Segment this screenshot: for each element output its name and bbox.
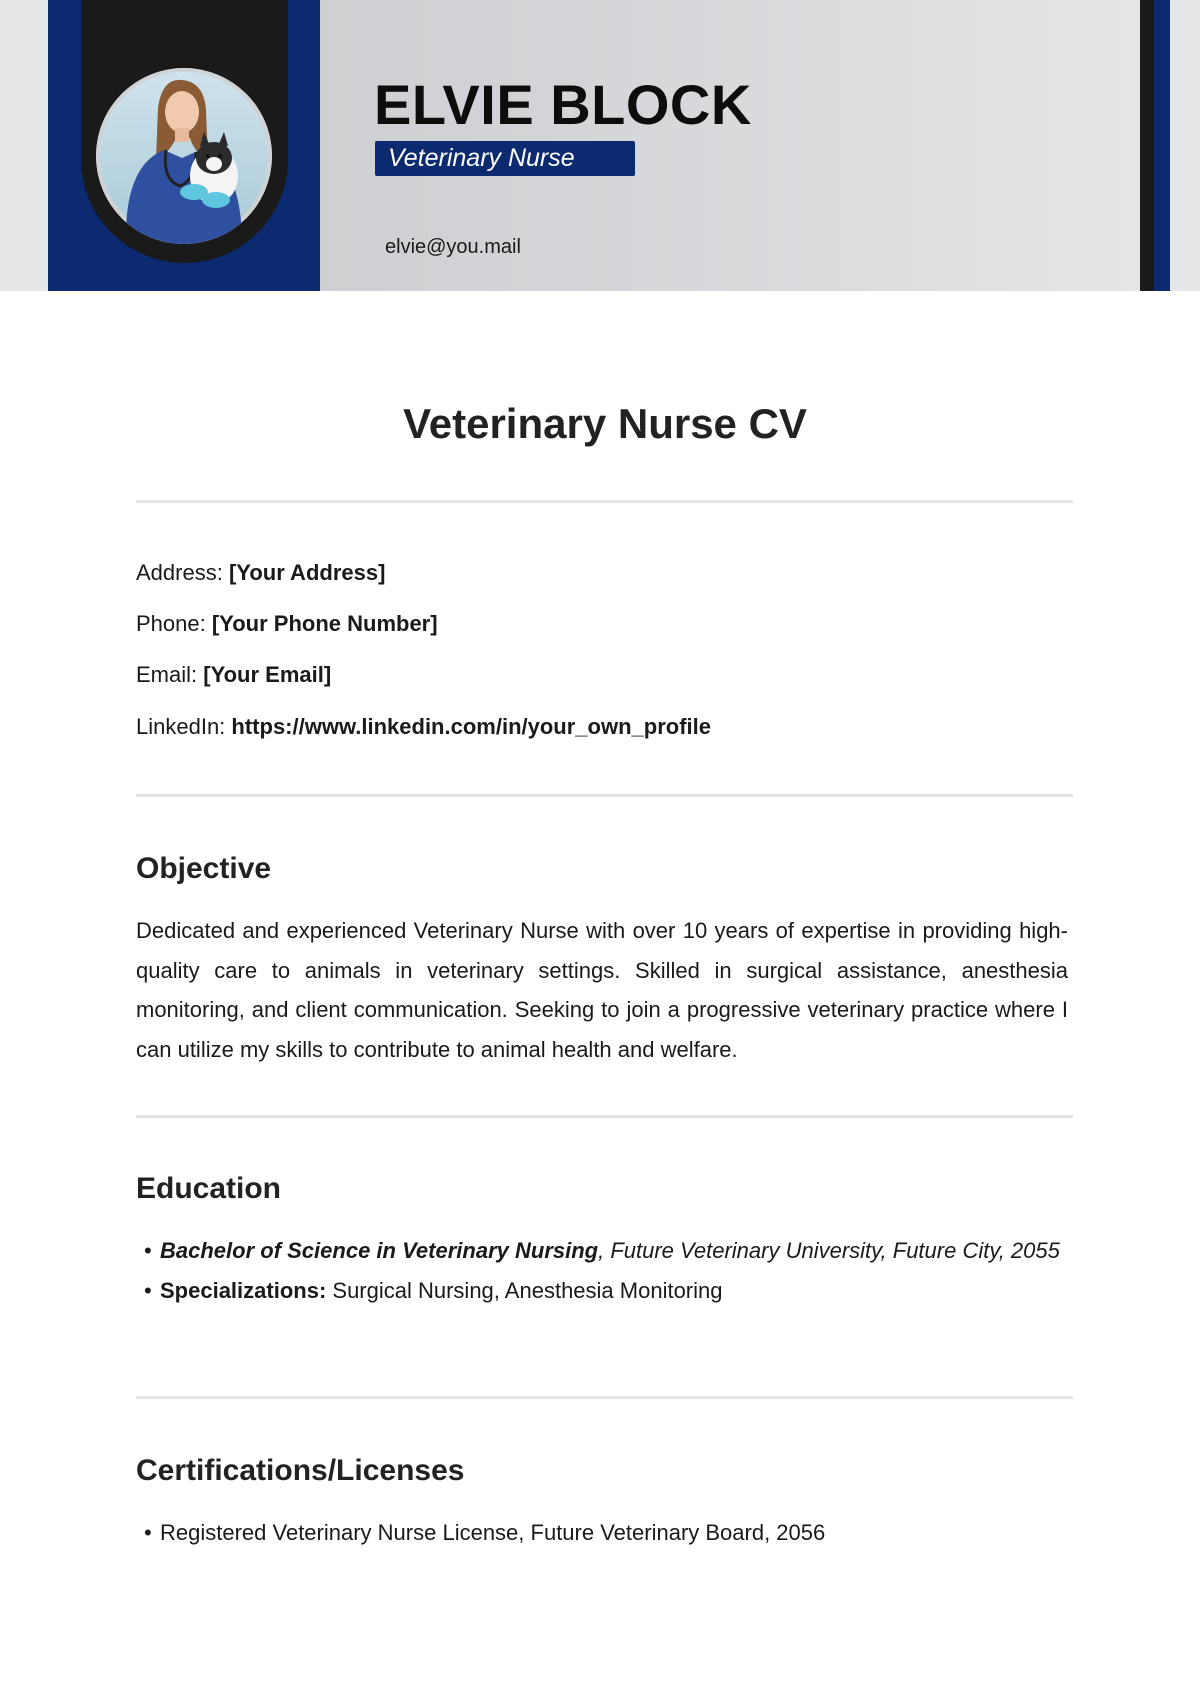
contact-phone bbox=[136, 611, 438, 637]
linkedin-link[interactable]: https://www.linkedin.com/in/your_own_profile bbox=[231, 714, 711, 739]
specializations-value: Surgical Nursing, Anesthesia Monitoring bbox=[326, 1277, 723, 1303]
address-value: [Your Address] bbox=[228, 560, 386, 585]
education-heading: Education bbox=[136, 1172, 282, 1205]
header-email[interactable]: elvie@you.mail bbox=[385, 236, 521, 258]
email-value: [Your Email] bbox=[203, 662, 332, 687]
header-left-strip bbox=[0, 0, 48, 291]
list-item bbox=[136, 1271, 1068, 1311]
contact-linkedin bbox=[136, 714, 711, 740]
header-right-strip bbox=[1170, 0, 1200, 291]
bullet-icon: • bbox=[144, 1238, 152, 1263]
address-label: Address: bbox=[136, 560, 223, 585]
degree-details: , Future Veterinary University, Future City, 2055 bbox=[598, 1238, 1060, 1263]
role-badge: Veterinary Nurse bbox=[375, 141, 635, 176]
objective-text: Dedicated and experienced Veterinary Nurse with over 10 years of expertise in providing high-quality care to animals in veterinary settings. Skilled in surgical assistance, anesthesia monitoring, and client communication. Seeking to join a progressive veterinary practice where I can utilize my skills to contribute to animal health and welfare. bbox=[136, 918, 1068, 1062]
bullet-icon: • bbox=[144, 1277, 152, 1303]
list-item bbox=[136, 1513, 1068, 1553]
nurse-with-puppy-photo bbox=[96, 68, 272, 244]
phone-value: [Your Phone Number] bbox=[211, 611, 438, 636]
header-accent-bar-blue bbox=[1154, 0, 1170, 291]
profile-photo bbox=[96, 68, 272, 244]
certification-text: Registered Veterinary Nurse License, Future Veterinary Board, 2056 bbox=[160, 1520, 826, 1545]
specializations-label: Specializations: bbox=[160, 1277, 327, 1303]
contact-email bbox=[136, 662, 331, 688]
document-title: Veterinary Nurse CV bbox=[403, 400, 807, 447]
certifications-heading: Certifications/Licenses bbox=[136, 1454, 465, 1487]
divider bbox=[136, 500, 1073, 503]
certifications-list bbox=[136, 1513, 1068, 1553]
divider bbox=[136, 1115, 1073, 1118]
linkedin-label: LinkedIn: bbox=[136, 714, 226, 739]
phone-label: Phone: bbox=[136, 611, 206, 636]
objective-heading: Objective bbox=[136, 852, 272, 885]
bullet-icon: • bbox=[144, 1520, 152, 1545]
header-accent-bar-dark bbox=[1140, 0, 1154, 291]
education-list bbox=[136, 1231, 1068, 1310]
divider bbox=[136, 1396, 1073, 1399]
divider bbox=[136, 794, 1073, 797]
degree-title: Bachelor of Science in Veterinary Nursing bbox=[160, 1238, 599, 1263]
contact-address bbox=[136, 560, 385, 586]
list-item bbox=[136, 1231, 1068, 1271]
candidate-name: ELVIE BLOCK bbox=[374, 73, 752, 136]
email-label: Email: bbox=[136, 662, 198, 687]
